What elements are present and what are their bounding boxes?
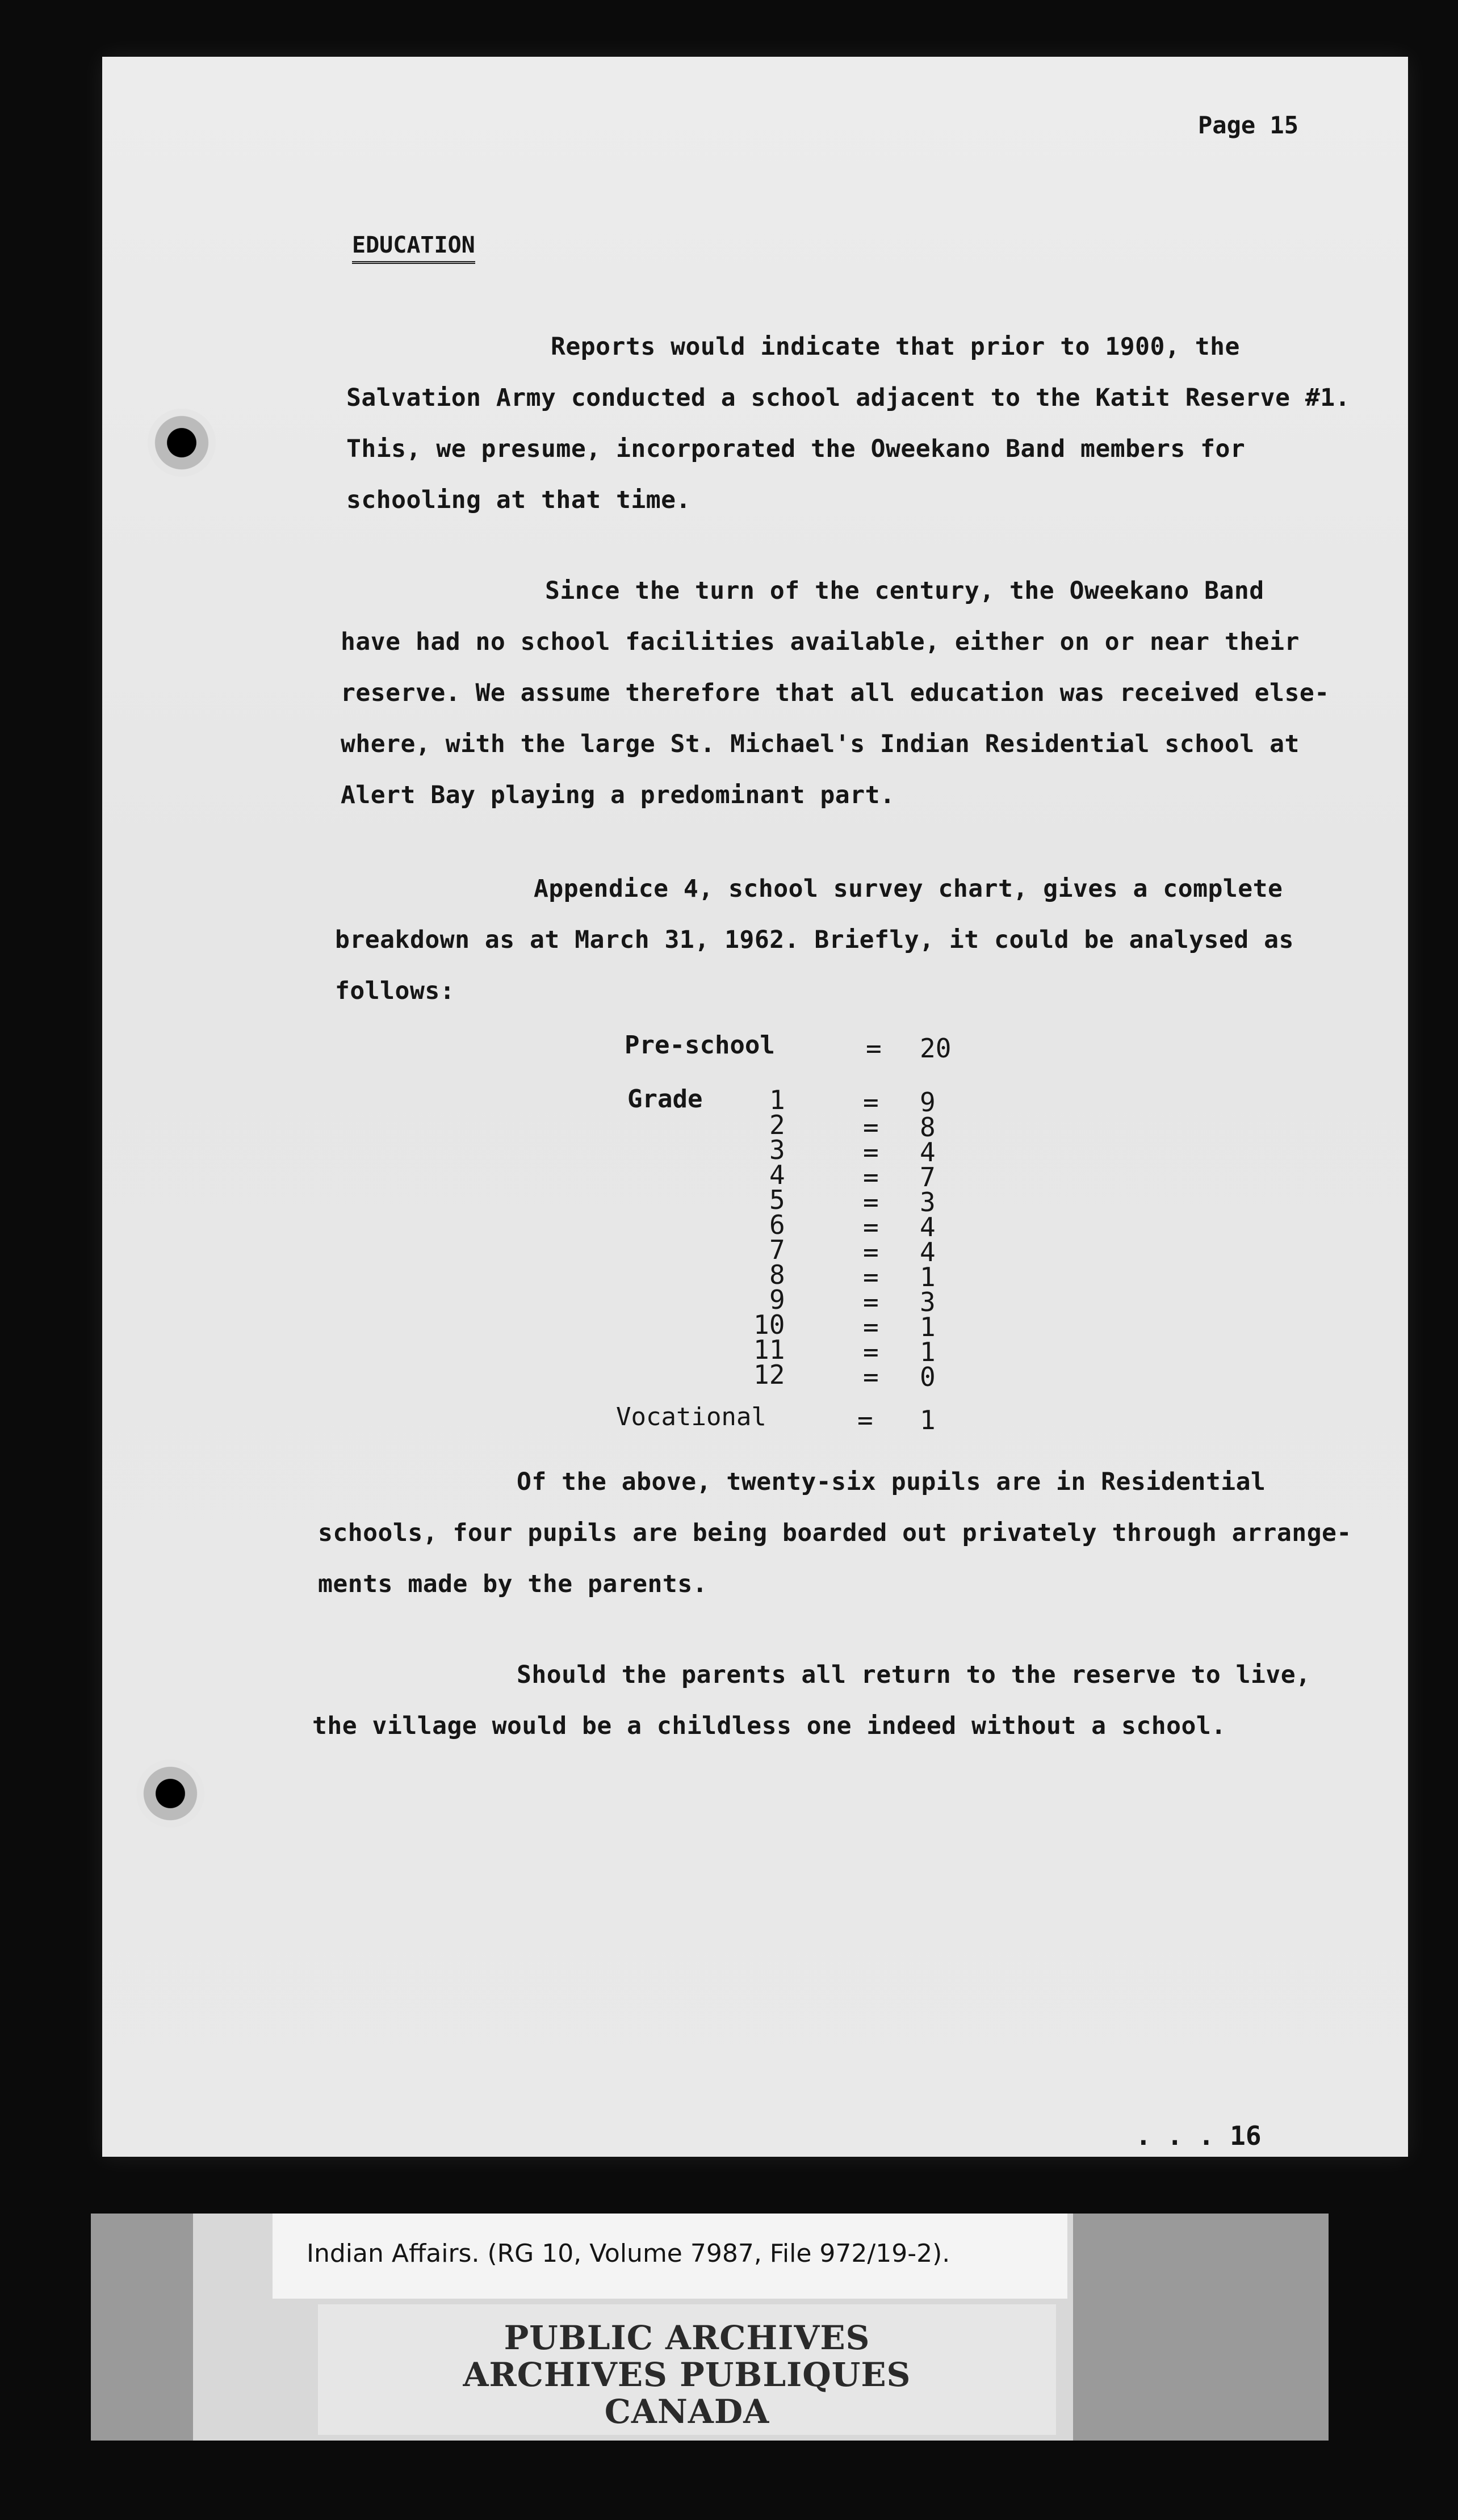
grade-number: 2	[769, 1110, 785, 1140]
grade-equals: =	[863, 1337, 879, 1367]
closing-2-line-1: Should the parents all return to the reserve to live,	[517, 1661, 1311, 1689]
paragraph-1-line-3: This, we presume, incorporated the Oweekano Band members for	[346, 435, 1246, 463]
section-heading: EDUCATION	[352, 234, 475, 264]
grade-count: 8	[920, 1112, 936, 1143]
preschool-label: Pre-school	[625, 1031, 775, 1060]
grade-equals: =	[863, 1112, 879, 1143]
document-page	[102, 57, 1408, 2157]
paragraph-3-line-2: breakdown as at March 31, 1962. Briefly, it could be analysed as	[335, 926, 1294, 954]
punch-hole-bottom	[136, 1759, 204, 1828]
paragraph-2-line-4: where, with the large St. Michael's Indian Residential school at	[341, 730, 1300, 758]
grade-number: 7	[769, 1234, 785, 1265]
preschool-equals: =	[866, 1033, 882, 1064]
grade-count: 4	[920, 1212, 936, 1242]
grade-count: 1	[920, 1312, 936, 1342]
paragraph-3-line-1: Appendice 4, school survey chart, gives a complete	[534, 875, 1283, 903]
archive-citation: Indian Affairs. (RG 10, Volume 7987, File 972/19-2).	[307, 2239, 950, 2268]
grade-equals: =	[863, 1187, 879, 1217]
paragraph-2-line-1: Since the turn of the century, the Oweekano Band	[545, 577, 1264, 605]
paragraph-1-line-1: Reports would indicate that prior to 1900, the	[551, 333, 1240, 361]
grade-count: 4	[920, 1137, 936, 1167]
stamp-line-1: PUBLIC ARCHIVES	[504, 2319, 870, 2357]
grade-equals: =	[863, 1162, 879, 1192]
grade-number: 12	[753, 1359, 785, 1390]
grade-number: 9	[769, 1284, 785, 1315]
grade-number: 1	[769, 1085, 785, 1115]
closing-1-line-1: Of the above, twenty-six pupils are in Residential	[517, 1468, 1266, 1496]
grade-equals: =	[863, 1287, 879, 1317]
grade-prefix: Grade	[627, 1085, 703, 1114]
grade-equals: =	[863, 1137, 879, 1167]
grade-equals: =	[863, 1262, 879, 1292]
vocational-label: Vocational	[616, 1402, 766, 1431]
grade-count: 7	[920, 1162, 936, 1192]
grade-count: 1	[920, 1262, 936, 1292]
vocational-equals: =	[857, 1405, 873, 1435]
grade-number: 4	[769, 1160, 785, 1190]
grade-number: 3	[769, 1135, 785, 1165]
paragraph-1-line-4: schooling at that time.	[346, 486, 691, 514]
closing-1-line-3: ments made by the parents.	[318, 1570, 708, 1598]
grade-count: 4	[920, 1237, 936, 1267]
grade-equals: =	[863, 1212, 879, 1242]
paragraph-2-line-2: have had no school facilities available, either on or near their	[341, 628, 1300, 656]
preschool-count: 20	[920, 1033, 952, 1064]
grade-number: 6	[769, 1209, 785, 1240]
paragraph-3-line-3: follows:	[335, 977, 455, 1005]
page-number: Page 15	[1198, 111, 1299, 139]
stamp-line-2: ARCHIVES PUBLIQUES	[463, 2355, 911, 2394]
archive-stamp	[318, 2304, 1056, 2435]
grade-equals: =	[863, 1087, 879, 1118]
grade-count: 3	[920, 1187, 936, 1217]
grade-equals: =	[863, 1312, 879, 1342]
continuation-marker: . . . 16	[1136, 2120, 1262, 2151]
grade-count: 3	[920, 1287, 936, 1317]
grade-count: 0	[920, 1362, 936, 1392]
grade-count: 1	[920, 1337, 936, 1367]
grade-equals: =	[863, 1237, 879, 1267]
paragraph-1-line-2: Salvation Army conducted a school adjacent to the Katit Reserve #1.	[346, 384, 1351, 412]
grade-number: 10	[753, 1309, 785, 1340]
grade-number: 11	[753, 1334, 785, 1365]
grade-equals: =	[863, 1362, 879, 1392]
vocational-count: 1	[920, 1405, 936, 1435]
closing-2-line-2: the village would be a childless one indeed without a school.	[312, 1712, 1226, 1740]
stamp-line-3: CANADA	[604, 2392, 770, 2431]
closing-1-line-2: schools, four pupils are being boarded out privately through arrange-	[318, 1519, 1352, 1547]
paragraph-2-line-5: Alert Bay playing a predominant part.	[341, 781, 895, 809]
punch-hole-top	[148, 409, 216, 477]
grade-count: 9	[920, 1087, 936, 1118]
grade-number: 5	[769, 1185, 785, 1215]
paragraph-2-line-3: reserve. We assume therefore that all education was received else-	[341, 679, 1330, 707]
grade-number: 8	[769, 1259, 785, 1290]
